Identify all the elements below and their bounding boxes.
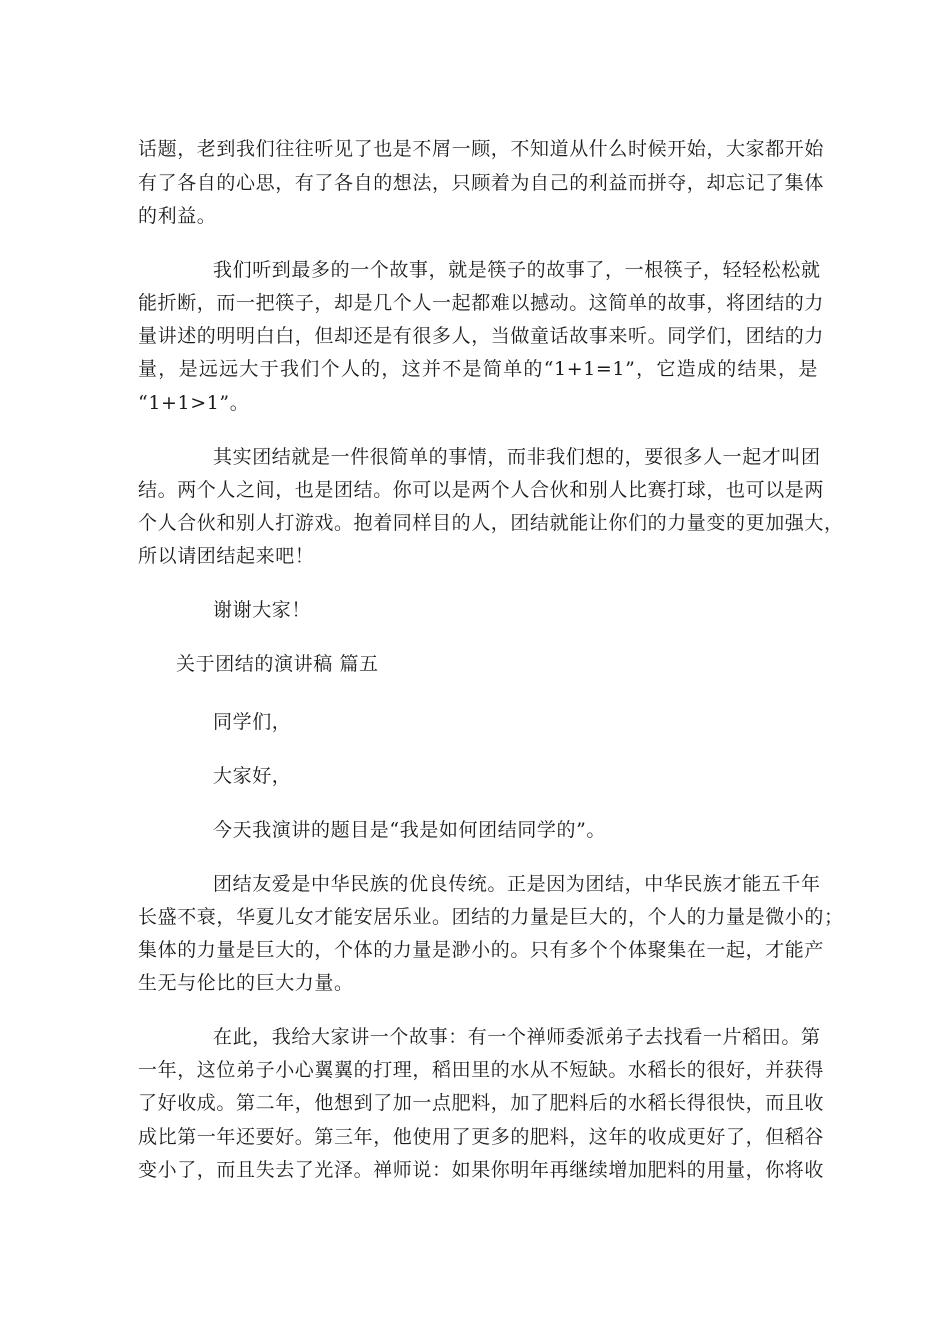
text-line: 了好收成。第二年，他想到了加一点肥料，加了肥料后的水稻长得很快，而且收: [138, 1092, 825, 1114]
text-line: 有了各自的心思，有了各自的想法，只顾着为自己的利益而拼夺，却忘记了集体: [138, 172, 825, 194]
text-line: 话题，老到我们往往听见了也是不屑一顾，不知道从什么时候开始，大家都开始: [138, 138, 825, 160]
text-line: 一年，这位弟子小心翼翼的打理，稻田里的水从不短缺。水稻长的很好，并获得: [138, 1059, 825, 1081]
text-line: 变小了，而且失去了光泽。禅师说：如果你明年再继续增加肥料的用量，你将收: [138, 1159, 825, 1181]
text-line: “1+1>1”。: [138, 392, 250, 414]
text-line: 长盛不衰，华夏儿女才能安居乐业。团结的力量是巨大的，个人的力量是微小的；: [138, 906, 844, 928]
text-line: 个人合伙和别人打游戏。抱着同样目的人，团结就能让你们的力量变的更加强大，: [138, 512, 844, 534]
text-line: 今天我演讲的题目是“我是如何团结同学的”。: [213, 819, 607, 841]
text-line: 成比第一年还要好。第三年，他使用了更多的肥料，这年的收成更好了，但稻谷: [138, 1126, 825, 1148]
text-line: 量讲述的明明白白，但却还是有很多人，当做童话故事来听。同学们，团结的力: [138, 325, 825, 347]
text-line: 量，是远远大于我们个人的，这并不是简单的“1+1=1”，它造成的结果，是: [138, 358, 818, 380]
text-line: 我们听到最多的一个故事，就是筷子的故事了，一根筷子，轻轻松松就: [213, 259, 821, 281]
text-line: 结。两个人之间，也是团结。你可以是两个人合伙和别人比赛打球，也可以是两: [138, 479, 825, 501]
text-line: 其实团结就是一件很简单的事情，而非我们想的，要很多人一起才叫团: [213, 446, 821, 468]
text-line: 在此，我给大家讲一个故事：有一个禅师委派弟子去找看一片稻田。第: [213, 1026, 821, 1048]
greeting-line: 大家好，: [213, 765, 292, 787]
closing-line: 谢谢大家！: [213, 599, 312, 621]
text-line: 团结友爱是中华民族的优良传统。正是因为团结，中华民族才能五千年: [213, 873, 821, 895]
text-line: 生无与伦比的巨大力量。: [138, 972, 354, 994]
text-line: 所以请团结起来吧！: [138, 545, 315, 567]
section-heading: 关于团结的演讲稿 篇五: [176, 653, 379, 675]
text-line: 的利益。: [138, 205, 217, 227]
text-line: 能折断，而一把筷子，却是几个人一起都难以撼动。这简单的故事，将团结的力: [138, 292, 825, 314]
greeting-line: 同学们，: [213, 711, 292, 733]
text-line: 集体的力量是巨大的，个体的力量是渺小的。只有多个个体聚集在一起，才能产: [138, 939, 825, 961]
